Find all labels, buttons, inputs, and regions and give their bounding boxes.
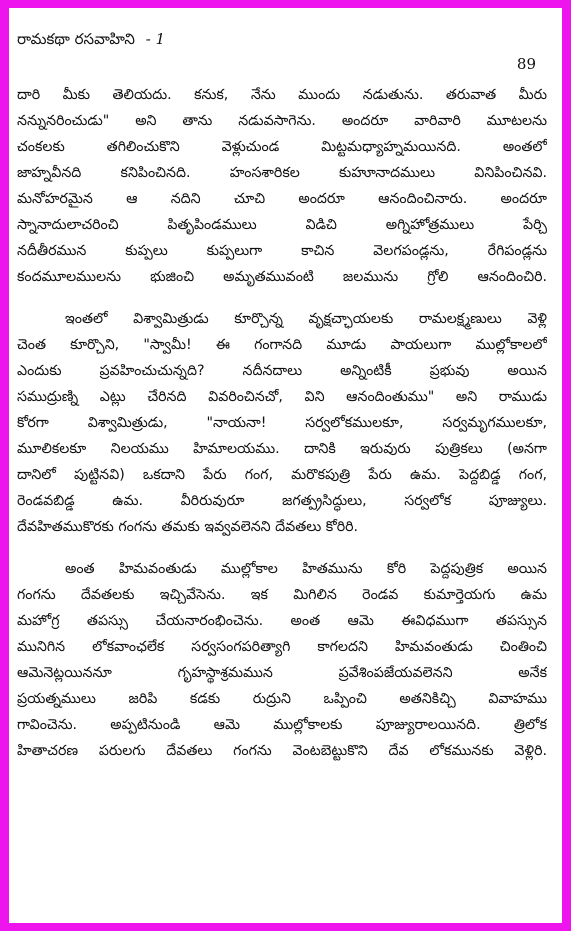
text-line: ప్రయత్నములు జరిపి కడకు రుద్రుని ఒప్పించి అతనికిచ్చి వివాహము	[17, 691, 547, 707]
text-line: గావించెను. అప్పటినుండి ఆమె ముల్లోకాలకు పూజ్యురాలయినది. త్రిలోక	[17, 717, 547, 733]
text-line: దేవహితముకొరకు గంగను తమకు ఇవ్వవలెనని దేవతలు కోరిరి.	[17, 519, 359, 535]
text-line: రెండవబిడ్డ ఉమ. వీరిరువురూ జగత్ప్రసిద్ధులు, సర్వలోక పూజ్యులు.	[17, 493, 547, 509]
text-line: గంగను దేవతలకు ఇచ్చివేసెను. ఇక మిగిలిన రెండవ కుమార్తెయగు ఉమ	[17, 587, 547, 603]
text-line: కందమూలములను భుజించి అమృతమువంటి జలమును గ్రోలి ఆనందించిరి.	[17, 269, 547, 285]
text-line: మూలికలకూ నిలయము హిమాలయము. దానికి ఇరువురు పుత్రికలు (అనగా	[17, 441, 547, 457]
text-line: అంత హిమవంతుడు ముల్లోకాల హితమును కోరి పెద్దపుత్రిక అయిన	[65, 561, 547, 577]
page-number: 89	[516, 55, 536, 73]
text-line: ఎందుకు ప్రవహించుచున్నది? నదీనదాలు అన్నింటికీ ప్రభువు అయిన	[17, 363, 547, 379]
paragraph-2	[17, 306, 547, 540]
text-line: చంకలకు తగిలించుకొని వెళ్లుచుండ మిట్టమధ్యాహ్నమయినది. అంతలో	[17, 139, 547, 155]
text-line: జాహ్నవీనది కనిపించినది. హంసశారికల కుహూనాదములు వినిపించినవి.	[17, 165, 547, 181]
text-line: దారి మీకు తెలియదు. కనుక, నేను ముందు నడుతును. తరువాత మీరు	[17, 87, 547, 103]
paragraph-1	[17, 82, 547, 290]
text-line: ఇంతలో విశ్వామిత్రుడు కూర్చొన్న వృక్షచ్ఛాయలకు రామలక్ష్మణులు వెళ్లి	[65, 311, 547, 327]
book-title: రామకథా రసవాహిని	[17, 30, 135, 48]
text-line: చెంత కూర్చొని, "స్వామీ! ఈ గంగానది మూడు పాయలుగా ముల్లోకాలలో	[17, 337, 547, 353]
text-line: స్నానాదులాచరించి పితృపిండములు విడిచి అగ్నిహోత్రములు పేర్చి	[17, 217, 547, 233]
paragraph-3	[17, 556, 547, 764]
text-line: దానిలో పుట్టినవి) ఒకదాని పేరు గంగ, మరొకపుత్రి పేరు ఉమ. పెద్దబిడ్డ గంగ,	[17, 467, 547, 483]
text-line: సముద్రుణ్ని ఎట్లు చేరినది వివరించినచో, విని ఆనందింతుము" అని రాముడు	[17, 389, 547, 405]
text-line: నన్నునరించుడు" అని తాను నడువసాగెను. అందరూ వారివారి మూటలను	[17, 113, 547, 129]
text-line: కోరగా విశ్వామిత్రుడు, "నాయనా! సర్వలోకములకూ, సర్వమృగములకూ,	[17, 415, 547, 431]
text-line: మనోహరమైన ఆ నదిని చూచి అందరూ ఆనందించినారు. అందరూ	[17, 191, 547, 207]
text-line: ఆమెనెట్లయిననూ గృహస్థాశ్రమమున ప్రవేశింపజేయవలెనని అనేక	[17, 665, 547, 681]
book-part: - 1	[145, 30, 166, 48]
book-page	[9, 8, 562, 923]
text-line: మహోగ్ర తపస్సు చేయనారంభించెను. అంత ఆమె ఈవిధముగా తపస్సున	[17, 613, 547, 629]
text-line: హితాచరణ పరులగు దేవతలు గంగను వెంటబెట్టుకొని దేవ లోకమునకు వెళ్లిరి.	[17, 743, 547, 759]
text-line: నదీతీరమున కుప్పలు కుప్పలుగా కాచిన వెలగపండ్లను, రేగిపండ్లను	[17, 243, 547, 259]
running-header	[17, 30, 165, 52]
text-line: మునిగిన లోకవాంఛలేక సర్వసంగపరిత్యాగి కాగలదని హిమవంతుడు చింతించి	[17, 639, 547, 655]
page-body	[17, 82, 547, 764]
